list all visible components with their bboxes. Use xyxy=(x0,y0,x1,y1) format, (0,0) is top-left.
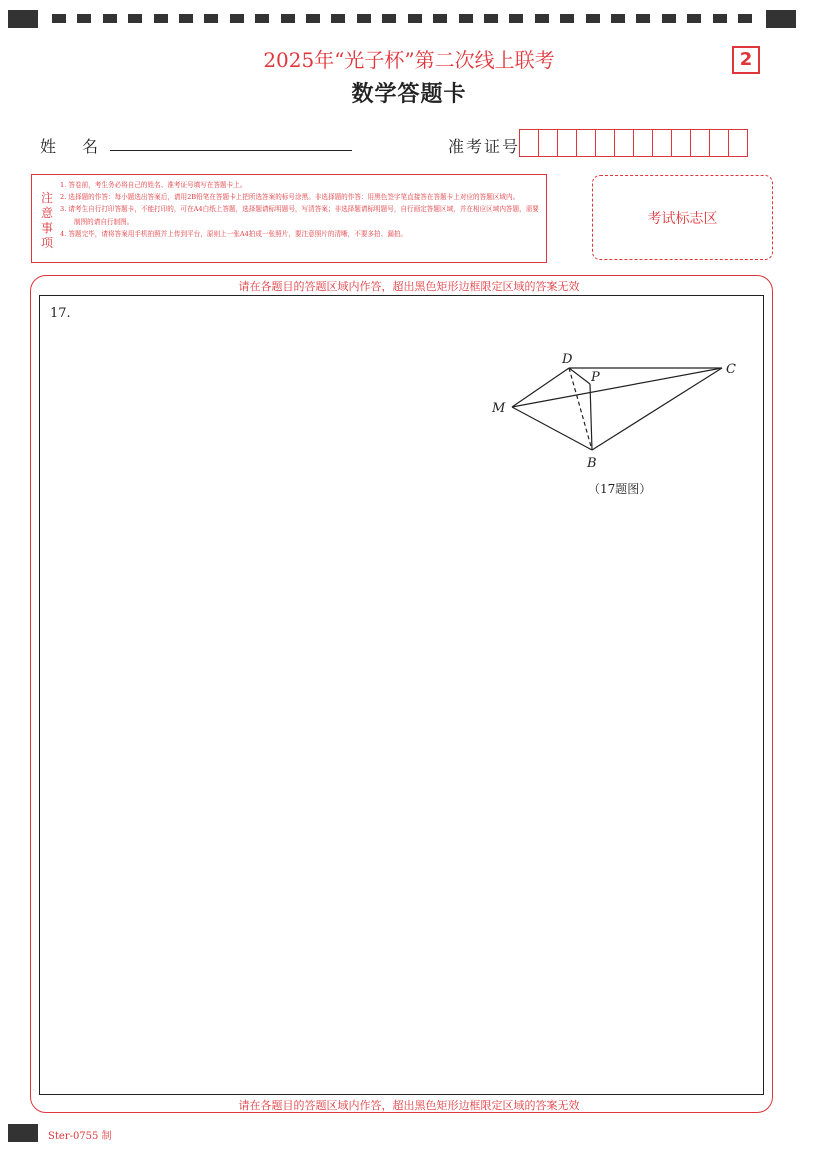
footer-code: Ster-0755 制 xyxy=(48,1131,112,1142)
exam-id-digit-box[interactable] xyxy=(671,129,691,157)
answer-warning-bottom: 请在各题目的答题区域内作答，超出黑色矩形边框限定区域的答案无效 xyxy=(238,1099,580,1112)
exam-id-digit-box[interactable] xyxy=(519,129,539,157)
exam-mark-label: 考试标志区 xyxy=(647,211,718,227)
notice-item-4: 4. 答题完毕，请将答案用手机拍照并上传到平台，原则上一张A4拍成一张照片，要注意照片的清晰，不要多拍、漏拍。 xyxy=(60,229,408,238)
exam-id-digit-box[interactable] xyxy=(709,129,729,157)
label-B: B xyxy=(587,456,597,471)
exam-mark-area xyxy=(592,175,773,260)
notice-item-2: 2. 选择题的作答：每小题选出答案后，请用2B铅笔在答题卡上把所选答案的标号涂黑。非选择题的作答：用黑色签字笔直接答在答题卡上对应的答题区域内。 xyxy=(60,193,520,202)
exam-id-digit-box[interactable] xyxy=(576,129,596,157)
edge-PB xyxy=(590,384,592,450)
exam-title: 2025年“光子杯”第二次线上联考 xyxy=(263,48,555,72)
answer-warning-top: 请在各题目的答题区域内作答，超出黑色矩形边框限定区域的答案无效 xyxy=(238,280,580,293)
exam-id-digit-box[interactable] xyxy=(538,129,558,157)
notice-box xyxy=(31,174,547,263)
registration-mark-top-right xyxy=(766,10,796,28)
label-C: C xyxy=(726,362,736,377)
exam-id-digit-box[interactable] xyxy=(690,129,710,157)
notice-item-1: 1. 答卷前，考生务必将自己的姓名、准考证号填写在答题卡上。 xyxy=(60,181,247,189)
edge-DP xyxy=(569,368,590,384)
exam-id-digit-box[interactable] xyxy=(633,129,653,157)
figure-caption: （17题图） xyxy=(588,482,652,496)
exam-id-digit-box[interactable] xyxy=(652,129,672,157)
notice-list xyxy=(60,179,544,240)
question-number: 17. xyxy=(50,306,71,321)
exam-id-field[interactable] xyxy=(520,129,748,157)
page-title: 数学答题卡 xyxy=(351,82,467,107)
exam-id-digit-box[interactable] xyxy=(614,129,634,157)
exam-id-digit-box[interactable] xyxy=(557,129,577,157)
label-P: P xyxy=(591,370,600,385)
name-field[interactable] xyxy=(110,150,352,151)
geometry-figure xyxy=(486,346,746,476)
page-number-badge: 2 xyxy=(732,46,760,74)
exam-id-label: 准考证号 xyxy=(448,137,521,156)
timing-marks xyxy=(52,14,752,23)
edge-DB-hidden xyxy=(569,368,592,450)
label-D: D xyxy=(562,352,573,367)
registration-mark-bottom-left xyxy=(8,1124,38,1142)
label-M: M xyxy=(492,401,506,416)
name-label: 姓名 xyxy=(40,137,125,156)
notice-item-3: 3. 请考生自行打印答题卡，不能打印的，可在A4白纸上答题，选择题请标明题号，写清答案；非选择题请标明题号，自行画定答题区域，并在相应区域内答题，需要制图的请自行制图。 xyxy=(60,205,539,226)
edge-MB xyxy=(512,407,592,450)
notice-heading: 注意事项 xyxy=(40,191,53,250)
exam-id-digit-box[interactable] xyxy=(728,129,748,157)
exam-id-digit-box[interactable] xyxy=(595,129,615,157)
registration-mark-top-left xyxy=(8,10,38,28)
